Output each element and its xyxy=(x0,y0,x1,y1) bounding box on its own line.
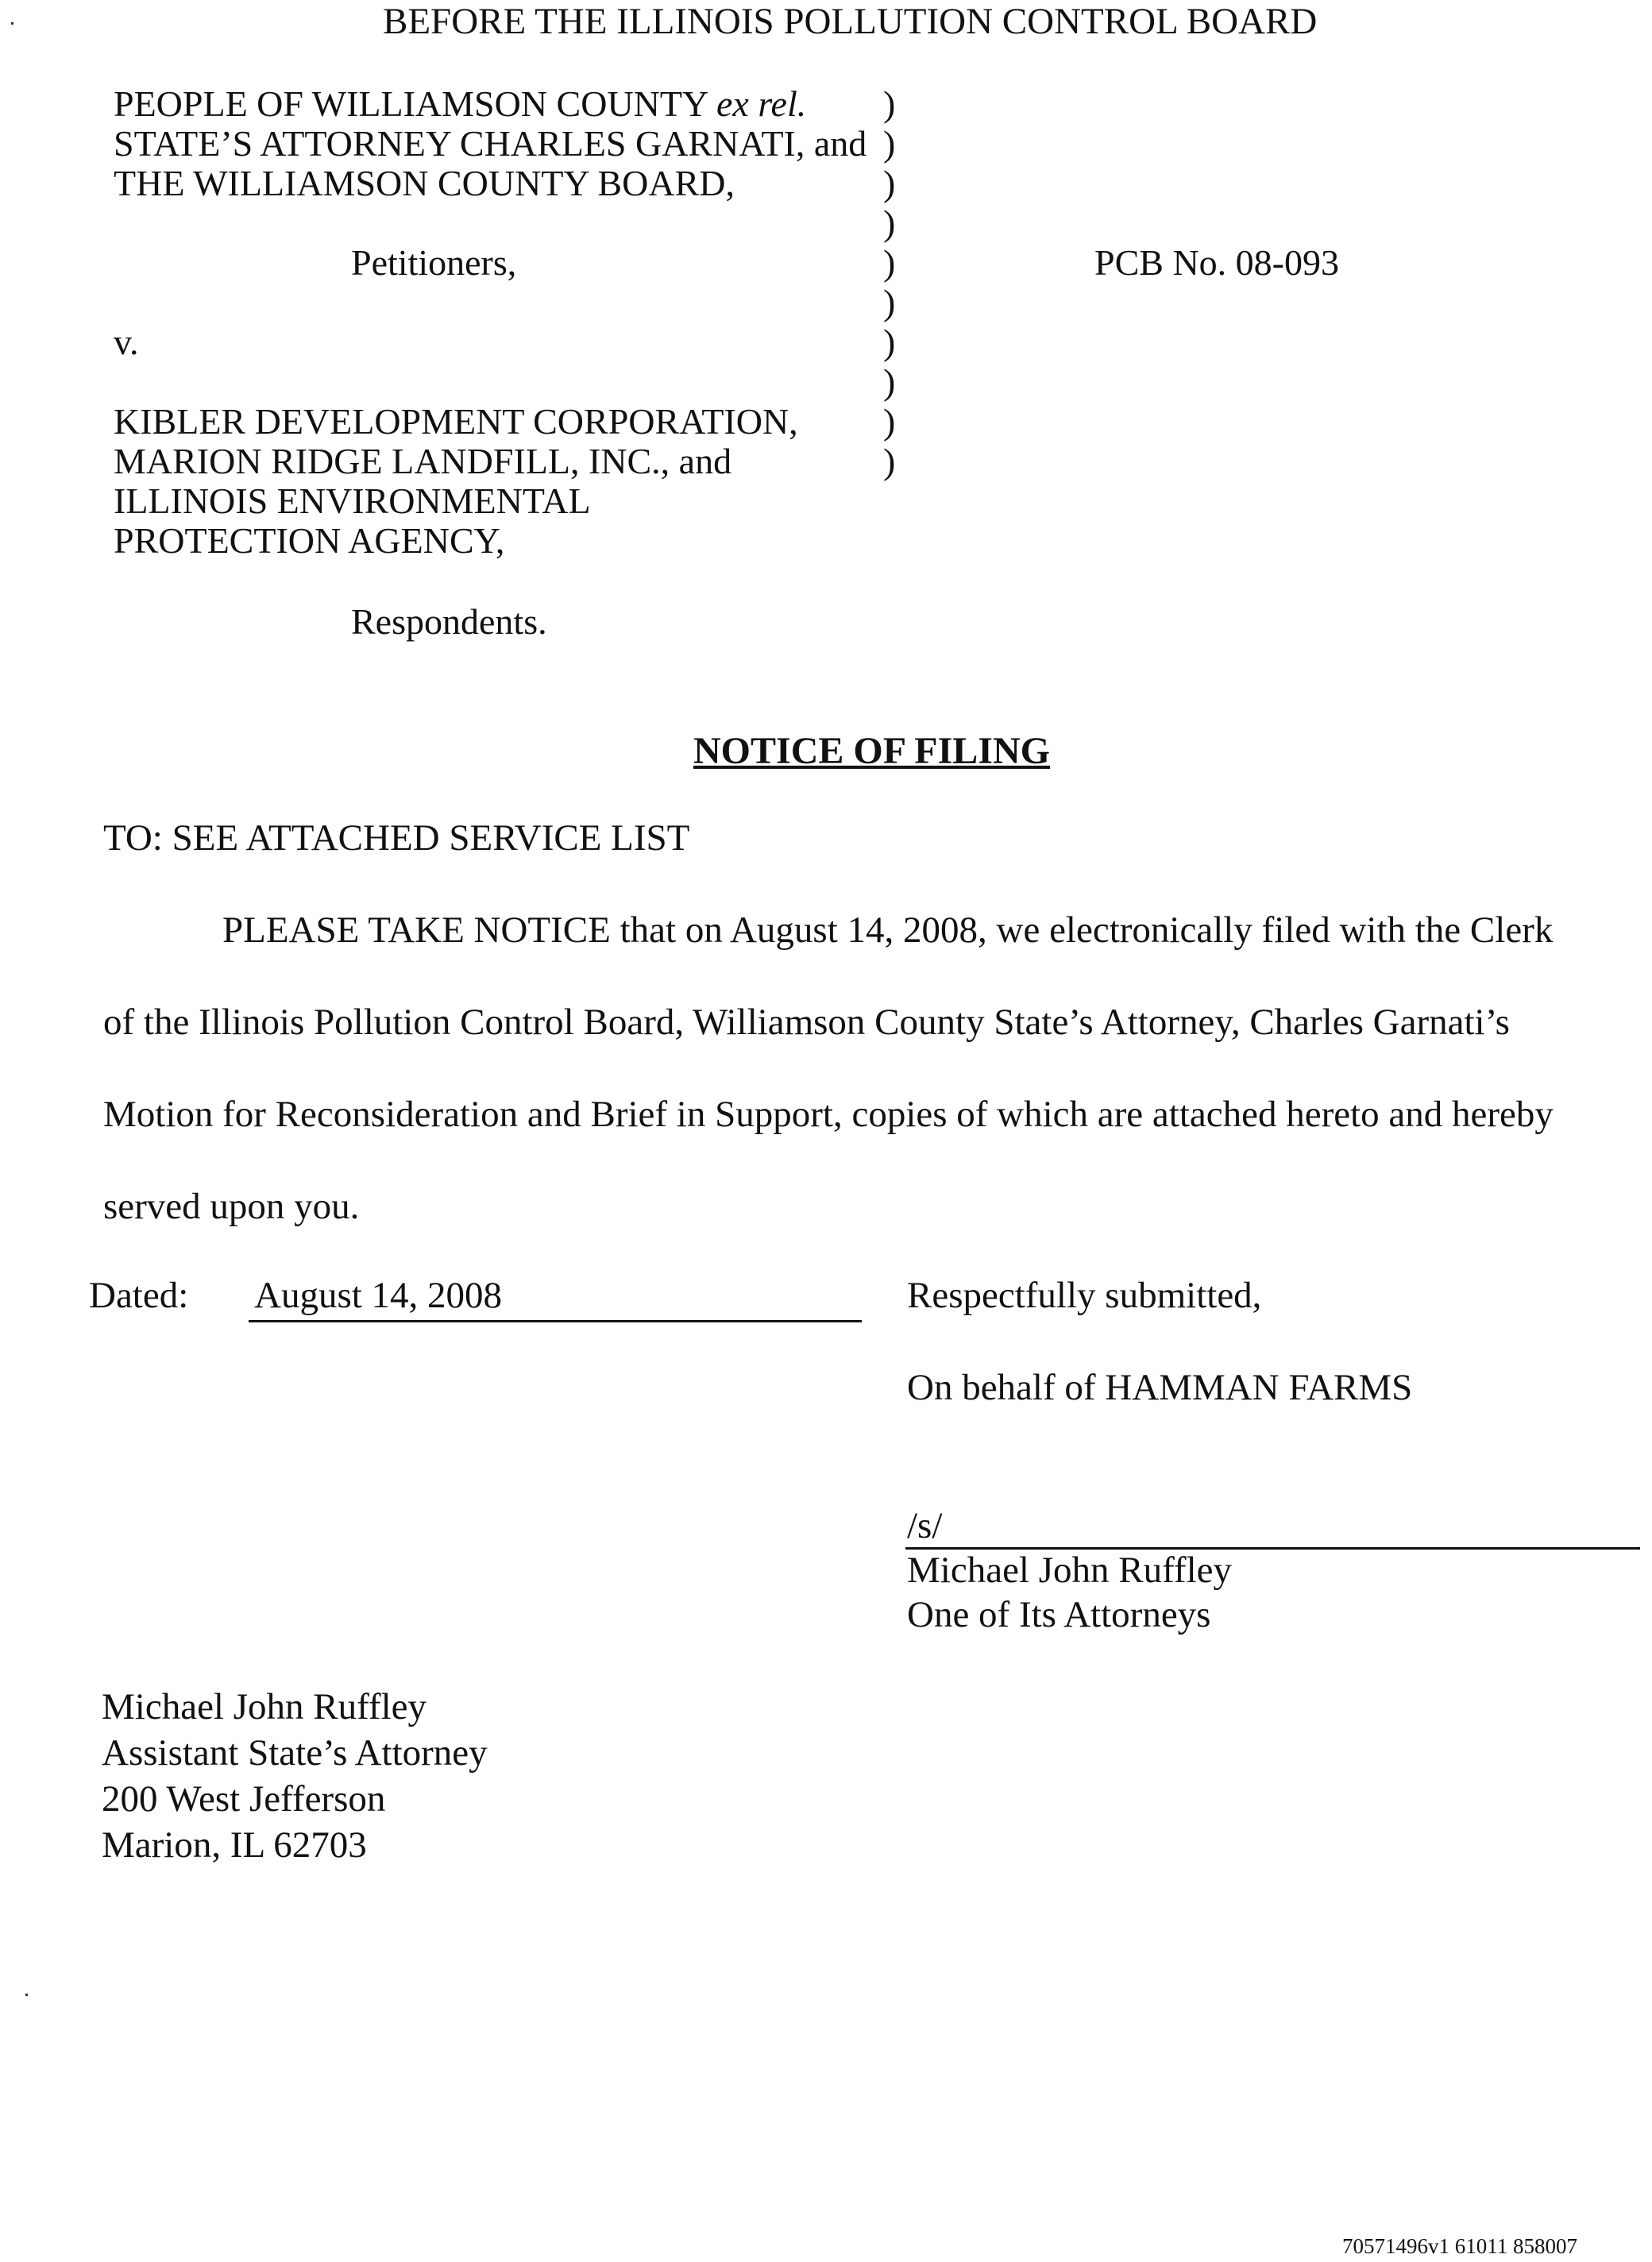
versus: v. xyxy=(114,322,139,362)
paren: ) xyxy=(883,83,896,124)
paren: ) xyxy=(883,163,896,203)
scan-speck xyxy=(25,1994,28,1996)
notice-title: NOTICE OF FILING xyxy=(693,730,1050,772)
scan-speck xyxy=(11,22,14,25)
address-line-3: 200 West Jefferson xyxy=(102,1778,386,1820)
respondents-label: Respondents. xyxy=(351,601,547,642)
paren: ) xyxy=(883,361,896,402)
court-heading: BEFORE THE ILLINOIS POLLUTION CONTROL BOARD xyxy=(383,1,1318,42)
signature: /s/ xyxy=(907,1505,943,1546)
address-line-1: Michael John Ruffley xyxy=(102,1686,427,1727)
paren: ) xyxy=(883,123,896,164)
dated-value: August 14, 2008 xyxy=(254,1275,503,1316)
ex-rel: ex rel. xyxy=(716,83,807,124)
document-id: 70571496v1 61011 858007 xyxy=(1342,2234,1577,2258)
petitioner-line-1: PEOPLE OF WILLIAMSON COUNTY ex rel. xyxy=(114,83,807,124)
dated-rule xyxy=(249,1320,862,1322)
paren: ) xyxy=(883,242,896,283)
paren: ) xyxy=(883,401,896,442)
notice-body-line-2: of the Illinois Pollution Control Board, Williamson County State’s Attorney, Charles Garnati’s xyxy=(103,1002,1510,1043)
signer-name: Michael John Ruffley xyxy=(907,1550,1233,1591)
notice-body-line-4: served upon you. xyxy=(103,1186,360,1227)
respondent-line-4: PROTECTION AGENCY, xyxy=(114,520,505,561)
case-number: PCB No. 08-093 xyxy=(1094,242,1339,283)
respondent-line-2: MARION RIDGE LANDFILL, INC., and xyxy=(114,441,732,481)
to-line: TO: SEE ATTACHED SERVICE LIST xyxy=(103,817,690,859)
petitioner-line-3: THE WILLIAMSON COUNTY BOARD, xyxy=(114,163,735,203)
paren: ) xyxy=(883,322,896,362)
address-line-4: Marion, IL 62703 xyxy=(102,1824,367,1866)
paren: ) xyxy=(883,282,896,322)
petitioners-label: Petitioners, xyxy=(351,242,517,283)
address-line-2: Assistant State’s Attorney xyxy=(102,1732,488,1774)
notice-body-line-3: Motion for Reconsideration and Brief in Support, copies of which are attached hereto and hereby xyxy=(103,1094,1554,1135)
respondent-line-3: ILLINOIS ENVIRONMENTAL xyxy=(114,481,591,521)
respondent-line-1: KIBLER DEVELOPMENT CORPORATION, xyxy=(114,401,798,442)
dated-label: Dated: xyxy=(89,1275,189,1316)
on-behalf: On behalf of HAMMAN FARMS xyxy=(907,1367,1413,1408)
paren: ) xyxy=(883,441,896,481)
paren: ) xyxy=(883,203,896,243)
notice-body-line-1: PLEASE TAKE NOTICE that on August 14, 2008, we electronically filed with the Clerk xyxy=(222,909,1554,951)
closing: Respectfully submitted, xyxy=(907,1275,1262,1316)
signer-role: One of Its Attorneys xyxy=(907,1594,1211,1635)
petitioner-line-2: STATE’S ATTORNEY CHARLES GARNATI, and xyxy=(114,123,867,164)
